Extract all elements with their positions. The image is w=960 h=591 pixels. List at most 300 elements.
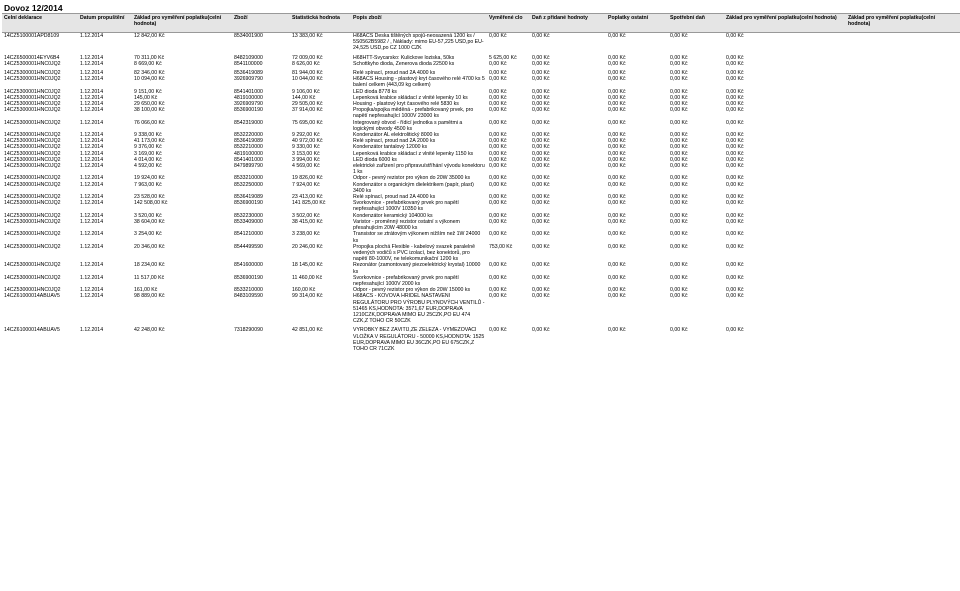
customs-value-cell: 4 014,00 Kč bbox=[134, 156, 162, 163]
declaration-cell: 14CZ5300001HNC0JQ2 bbox=[4, 94, 61, 101]
customs-value-cell: 9 376,00 Kč bbox=[134, 144, 162, 151]
declaration-cell: 14CZ5300001HNC0JQ2 bbox=[4, 60, 61, 67]
other-fees-cell: 0,00 Kč bbox=[608, 194, 626, 201]
goods-code-cell: 8533409000 bbox=[234, 218, 263, 225]
customs-value-cell: 10 094,00 Kč bbox=[134, 76, 165, 83]
duty-cell: 0,00 Kč bbox=[489, 150, 507, 157]
description-cell: Kondenzátor s organickým dielektrikem (papír, plast) 3400 ks bbox=[353, 181, 474, 194]
statistical-value-cell: 75 695,00 Kč bbox=[292, 119, 323, 126]
other-fees-cell: 0,00 Kč bbox=[608, 33, 626, 39]
excise-cell: 0,00 Kč bbox=[670, 243, 688, 250]
customs-value-cell: 3 169,00 Kč bbox=[134, 150, 162, 157]
vat-cell: 0,00 Kč bbox=[532, 274, 550, 281]
table-row bbox=[2, 219, 960, 231]
table-row bbox=[2, 293, 960, 327]
excise-cell: 0,00 Kč bbox=[670, 132, 688, 139]
table-row bbox=[2, 231, 960, 243]
base-value-cell: 0,00 Kč bbox=[726, 243, 744, 250]
import-table bbox=[2, 13, 960, 352]
customs-value-cell: 76 066,00 Kč bbox=[134, 119, 165, 126]
goods-code-cell: 8483109590 bbox=[234, 293, 263, 300]
header-cell: Vyměřené clo bbox=[487, 14, 530, 33]
customs-value-cell: 38 100,00 Kč bbox=[134, 107, 165, 114]
statistical-value-cell: 10 044,00 Kč bbox=[292, 76, 323, 83]
description-cell: Kondenzátor keramický 104000 ks bbox=[353, 212, 433, 219]
declaration-cell: 14CZ5300001HNC0JQ2 bbox=[4, 287, 61, 294]
release-date-cell: 1.12.2014 bbox=[80, 243, 104, 250]
statistical-value-cell: 9 292,00 Kč bbox=[292, 132, 320, 139]
excise-cell: 0,00 Kč bbox=[670, 76, 688, 83]
customs-value-cell: 9 338,00 Kč bbox=[134, 132, 162, 139]
duty-cell: 0,00 Kč bbox=[489, 138, 507, 145]
customs-value-cell: 38 604,00 Kč bbox=[134, 218, 165, 225]
excise-cell: 0,00 Kč bbox=[670, 119, 688, 126]
duty-cell: 0,00 Kč bbox=[489, 88, 507, 95]
header-cell: Základ pro vyměření poplatku(celní hodnota) bbox=[846, 14, 960, 33]
duty-cell: 5 625,00 Kč bbox=[489, 54, 517, 61]
excise-cell: 0,00 Kč bbox=[670, 88, 688, 95]
statistical-value-cell: 19 826,00 Kč bbox=[292, 175, 323, 182]
release-date-cell: 1.12.2014 bbox=[80, 327, 104, 334]
goods-code-cell: 8532250000 bbox=[234, 181, 263, 188]
customs-value-cell: 19 924,00 Kč bbox=[134, 175, 165, 182]
excise-cell: 0,00 Kč bbox=[670, 194, 688, 201]
excise-cell: 0,00 Kč bbox=[670, 218, 688, 225]
table-row bbox=[2, 182, 960, 194]
release-date-cell: 1.12.2014 bbox=[80, 218, 104, 225]
release-date-cell: 1.12.2014 bbox=[80, 101, 104, 108]
excise-cell: 0,00 Kč bbox=[670, 231, 688, 238]
goods-code-cell: 8482109000 bbox=[234, 54, 263, 61]
goods-code-cell: 8533210000 bbox=[234, 175, 263, 182]
base-value-cell: 0,00 Kč bbox=[726, 60, 744, 67]
base-value-cell: 0,00 Kč bbox=[726, 163, 744, 170]
vat-cell: 0,00 Kč bbox=[532, 156, 550, 163]
release-date-cell: 1.12.2014 bbox=[80, 194, 104, 201]
declaration-cell: 14CZ5300001HNC0JQ2 bbox=[4, 101, 61, 108]
customs-value-cell: 42 248,00 Kč bbox=[134, 327, 165, 334]
vat-cell: 0,00 Kč bbox=[532, 76, 550, 83]
customs-value-cell: 8 669,00 Kč bbox=[134, 60, 162, 67]
declaration-cell: 14CZ5300001HNC0JQ2 bbox=[4, 132, 61, 139]
base-value-cell-2 bbox=[846, 262, 960, 274]
other-fees-cell: 0,00 Kč bbox=[608, 107, 626, 114]
table-row bbox=[2, 262, 960, 274]
duty-cell: 0,00 Kč bbox=[489, 101, 507, 108]
declaration-cell: 14CZ5300001HNC0JQ2 bbox=[4, 119, 61, 126]
base-value-cell: 0,00 Kč bbox=[726, 212, 744, 219]
release-date-cell: 1.12.2014 bbox=[80, 94, 104, 101]
table-row bbox=[2, 76, 960, 88]
other-fees-cell: 0,00 Kč bbox=[608, 218, 626, 225]
vat-cell: 0,00 Kč bbox=[532, 94, 550, 101]
other-fees-cell: 0,00 Kč bbox=[608, 262, 626, 269]
statistical-value-cell: 13 383,00 Kč bbox=[292, 33, 323, 39]
header-cell: Spotřební daň bbox=[668, 14, 724, 33]
goods-code-cell: 8536900190 bbox=[234, 200, 263, 207]
page-title: Dovoz 12/2014 bbox=[4, 3, 63, 13]
statistical-value-cell: 72 009,00 Kč bbox=[292, 54, 323, 61]
release-date-cell: 1.12.2014 bbox=[80, 60, 104, 67]
duty-cell: 0,00 Kč bbox=[489, 175, 507, 182]
release-date-cell: 1.12.2014 bbox=[80, 163, 104, 170]
declaration-cell: 14CZ5300001HNC0JQ2 bbox=[4, 70, 61, 77]
base-value-cell-2 bbox=[846, 327, 960, 352]
declaration-cell: 14CZ5300001HNC0JQ2 bbox=[4, 200, 61, 207]
base-value-cell: 0,00 Kč bbox=[726, 132, 744, 139]
release-date-cell: 1.12.2014 bbox=[80, 107, 104, 114]
goods-code-cell: 8533210000 bbox=[234, 287, 263, 294]
description-cell: LED dioda 8778 ks bbox=[353, 88, 397, 95]
vat-cell: 0,00 Kč bbox=[532, 287, 550, 294]
customs-value-cell: 70 311,00 Kč bbox=[134, 54, 165, 61]
description-cell: Relé spínací, proud nad 2A 4000 ks bbox=[353, 70, 436, 77]
other-fees-cell: 0,00 Kč bbox=[608, 156, 626, 163]
declaration-cell: 14CZ5300001HNC0JQ2 bbox=[4, 88, 61, 95]
description-cell: Odpor - pevný rezistor pro výkon do 20W 15000 ks bbox=[353, 287, 471, 294]
customs-value-cell: 12 842,00 Kč bbox=[134, 33, 165, 39]
description-cell: Rezonátor (zamontovaný piezoelektrický krystal) 10000 ks bbox=[353, 262, 481, 275]
other-fees-cell: 0,00 Kč bbox=[608, 175, 626, 182]
goods-code-cell: 8532230000 bbox=[234, 212, 263, 219]
declaration-cell: 14CZ5300001HNC0JQ2 bbox=[4, 262, 61, 269]
vat-cell: 0,00 Kč bbox=[532, 107, 550, 114]
vat-cell: 0,00 Kč bbox=[532, 101, 550, 108]
duty-cell: 0,00 Kč bbox=[489, 181, 507, 188]
declaration-cell: 14CZ5100001APD8109 bbox=[4, 33, 60, 39]
statistical-value-cell: 7 924,00 Kč bbox=[292, 181, 320, 188]
declaration-cell: 14CZ5300001HNC0JQ2 bbox=[4, 274, 61, 281]
base-value-cell-2 bbox=[846, 275, 960, 287]
base-value-cell: 0,00 Kč bbox=[726, 293, 744, 300]
other-fees-cell: 0,00 Kč bbox=[608, 287, 626, 294]
goods-code-cell: 8541401000 bbox=[234, 156, 263, 163]
customs-value-cell: 9 151,00 Kč bbox=[134, 88, 162, 95]
other-fees-cell: 0,00 Kč bbox=[608, 212, 626, 219]
release-date-cell: 1.12.2014 bbox=[80, 54, 104, 61]
vat-cell: 0,00 Kč bbox=[532, 33, 550, 39]
goods-code-cell: 8532210000 bbox=[234, 144, 263, 151]
customs-value-cell: 7 963,00 Kč bbox=[134, 181, 162, 188]
declaration-cell: 14CZ5300001HNC0JQ2 bbox=[4, 144, 61, 151]
base-value-cell-2 bbox=[846, 219, 960, 231]
description-cell: Relé spínací, proud nad 2A 4000 ks bbox=[353, 194, 436, 201]
table-row bbox=[2, 200, 960, 212]
duty-cell: 0,00 Kč bbox=[489, 200, 507, 207]
base-value-cell-2 bbox=[846, 244, 960, 263]
other-fees-cell: 0,00 Kč bbox=[608, 144, 626, 151]
other-fees-cell: 0,00 Kč bbox=[608, 163, 626, 170]
duty-cell: 0,00 Kč bbox=[489, 218, 507, 225]
duty-cell: 0,00 Kč bbox=[489, 119, 507, 126]
goods-code-cell: 8544499590 bbox=[234, 243, 263, 250]
vat-cell: 0,00 Kč bbox=[532, 212, 550, 219]
header-cell: Zboží bbox=[232, 14, 290, 33]
release-date-cell: 1.12.2014 bbox=[80, 231, 104, 238]
statistical-value-cell: 99 314,00 Kč bbox=[292, 293, 323, 300]
description-cell: elektrické zařízení pro připravu/stříhání vývodu konektoru 1 ks bbox=[353, 163, 485, 176]
base-value-cell: 0,00 Kč bbox=[726, 181, 744, 188]
header-cell: Daň z přidané hodnoty bbox=[530, 14, 606, 33]
goods-code-cell: 8479899790 bbox=[234, 163, 263, 170]
vat-cell: 0,00 Kč bbox=[532, 327, 550, 334]
customs-value-cell: 3 254,00 Kč bbox=[134, 231, 162, 238]
excise-cell: 0,00 Kč bbox=[670, 175, 688, 182]
base-value-cell: 0,00 Kč bbox=[726, 76, 744, 83]
other-fees-cell: 0,00 Kč bbox=[608, 94, 626, 101]
table-row bbox=[2, 244, 960, 263]
base-value-cell: 0,00 Kč bbox=[726, 101, 744, 108]
duty-cell: 0,00 Kč bbox=[489, 163, 507, 170]
other-fees-cell: 0,00 Kč bbox=[608, 138, 626, 145]
description-cell: VÝROBKY BEZ ZÁVITŮ,ZE ŽELEZA - VYMEZOVACÍ VLOŽKA V REGULÁTORU - 50000 KS,HODNOTA: 1525 EUR,DOPRAVA MIMO EU 36CZK,PO EU 675CZK,Z TOHO CR 71CZK bbox=[353, 327, 485, 352]
statistical-value-cell: 18 145,00 Kč bbox=[292, 262, 323, 269]
base-value-cell-2 bbox=[846, 200, 960, 212]
release-date-cell: 1.12.2014 bbox=[80, 181, 104, 188]
table-row bbox=[2, 163, 960, 175]
statistical-value-cell: 37 914,00 Kč bbox=[292, 107, 323, 114]
vat-cell: 0,00 Kč bbox=[532, 150, 550, 157]
base-value-cell: 0,00 Kč bbox=[726, 54, 744, 61]
duty-cell: 0,00 Kč bbox=[489, 94, 507, 101]
base-value-cell: 0,00 Kč bbox=[726, 156, 744, 163]
statistical-value-cell: 81 944,00 Kč bbox=[292, 70, 323, 77]
other-fees-cell: 0,00 Kč bbox=[608, 76, 626, 83]
customs-value-cell: 20 346,00 Kč bbox=[134, 243, 165, 250]
description-cell: H68ACS - KOVOVÁ HŘÍDEL NASTAVENÍ REGULÁTORU PRO VÝROBU PLYNOVÝCH VENTILŮ - 51465 KS,HODNOTA: 3571,67 EUR,DOPRAVA 1210CZK,DOPRAVA MIMO EU 25CZK,PO EU 474 CZK,Z TOHO CR 50CZK bbox=[353, 293, 485, 325]
base-value-cell: 0,00 Kč bbox=[726, 262, 744, 269]
excise-cell: 0,00 Kč bbox=[670, 54, 688, 61]
header-cell: Poplatky ostatní bbox=[606, 14, 668, 33]
other-fees-cell: 0,00 Kč bbox=[608, 54, 626, 61]
statistical-value-cell: 160,00 Kč bbox=[292, 287, 316, 294]
duty-cell: 0,00 Kč bbox=[489, 60, 507, 67]
base-value-cell: 0,00 Kč bbox=[726, 150, 744, 157]
customs-value-cell: 98 889,00 Kč bbox=[134, 293, 165, 300]
base-value-cell-2 bbox=[846, 163, 960, 175]
description-cell: H68HTT-Švycarsko: Kulickove loziska, 50ks bbox=[353, 54, 455, 61]
description-cell: Lepenková krabice skládací z vlnité lepenky 10 ks bbox=[353, 94, 468, 101]
other-fees-cell: 0,00 Kč bbox=[608, 293, 626, 300]
declaration-cell: 14CZ61000014ABUAV5 bbox=[4, 327, 60, 334]
statistical-value-cell: 3 994,00 Kč bbox=[292, 156, 320, 163]
vat-cell: 0,00 Kč bbox=[532, 218, 550, 225]
excise-cell: 0,00 Kč bbox=[670, 107, 688, 114]
duty-cell: 753,00 Kč bbox=[489, 243, 513, 250]
goods-code-cell: 8542319000 bbox=[234, 119, 263, 126]
goods-code-cell: 8536900190 bbox=[234, 274, 263, 281]
duty-cell: 0,00 Kč bbox=[489, 144, 507, 151]
vat-cell: 0,00 Kč bbox=[532, 243, 550, 250]
declaration-cell: 14CZ5300001HNC0JQ2 bbox=[4, 212, 61, 219]
declaration-cell: 14CZ5300001HNC0JQ2 bbox=[4, 138, 61, 145]
goods-code-cell: 4819100000 bbox=[234, 94, 263, 101]
description-cell: Relé spínací, proud nad 2A 2000 ks bbox=[353, 138, 436, 145]
excise-cell: 0,00 Kč bbox=[670, 262, 688, 269]
excise-cell: 0,00 Kč bbox=[670, 163, 688, 170]
base-value-cell: 0,00 Kč bbox=[726, 287, 744, 294]
description-cell: H68ACS Housing - plastový kryt časového relé 4700 ks 5 balení celkem (443,09 kg celkem) bbox=[353, 76, 485, 89]
duty-cell: 0,00 Kč bbox=[489, 132, 507, 139]
table-row bbox=[2, 327, 960, 352]
customs-value-cell: 142 508,00 Kč bbox=[134, 200, 168, 207]
header-cell: Základ pro vyměření poplatku(celní hodnota) bbox=[132, 14, 232, 33]
excise-cell: 0,00 Kč bbox=[670, 150, 688, 157]
other-fees-cell: 0,00 Kč bbox=[608, 231, 626, 238]
excise-cell: 0,00 Kč bbox=[670, 70, 688, 77]
duty-cell: 0,00 Kč bbox=[489, 287, 507, 294]
excise-cell: 0,00 Kč bbox=[670, 327, 688, 334]
duty-cell: 0,00 Kč bbox=[489, 293, 507, 300]
other-fees-cell: 0,00 Kč bbox=[608, 70, 626, 77]
header-cell: Datum propuštění bbox=[78, 14, 132, 33]
excise-cell: 0,00 Kč bbox=[670, 144, 688, 151]
declaration-cell: 14CZ5300001HNC0JQ2 bbox=[4, 107, 61, 114]
vat-cell: 0,00 Kč bbox=[532, 144, 550, 151]
description-cell: H68ACS Deska tištěných spojů-neosazená 1200 ks / 5S0562B5982 / , Náklady: mimo EU-57,225 USD,po EU- 24,525 USD,po CZ 1000 CZK bbox=[353, 33, 484, 52]
other-fees-cell: 0,00 Kč bbox=[608, 150, 626, 157]
release-date-cell: 1.12.2014 bbox=[80, 144, 104, 151]
excise-cell: 0,00 Kč bbox=[670, 101, 688, 108]
vat-cell: 0,00 Kč bbox=[532, 119, 550, 126]
header-cell: Statistická hodnota bbox=[290, 14, 351, 33]
table-row bbox=[2, 120, 960, 132]
customs-value-cell: 23 528,00 Kč bbox=[134, 194, 165, 201]
statistical-value-cell: 3 153,00 Kč bbox=[292, 150, 320, 157]
excise-cell: 0,00 Kč bbox=[670, 274, 688, 281]
release-date-cell: 1.12.2014 bbox=[80, 156, 104, 163]
declaration-cell: 14CZ65000014EYV6B4 bbox=[4, 54, 60, 61]
goods-code-cell: 8541210000 bbox=[234, 231, 263, 238]
customs-value-cell: 18 234,00 Kč bbox=[134, 262, 165, 269]
excise-cell: 0,00 Kč bbox=[670, 181, 688, 188]
base-value-cell-2 bbox=[846, 182, 960, 194]
base-value-cell: 0,00 Kč bbox=[726, 119, 744, 126]
declaration-cell: 14CZ5300001HNC0JQ2 bbox=[4, 243, 61, 250]
release-date-cell: 1.12.2014 bbox=[80, 76, 104, 83]
base-value-cell-2 bbox=[846, 107, 960, 119]
declaration-cell: 14CZ5300001HNC0JQ2 bbox=[4, 150, 61, 157]
goods-code-cell: 8541600000 bbox=[234, 262, 263, 269]
other-fees-cell: 0,00 Kč bbox=[608, 88, 626, 95]
vat-cell: 0,00 Kč bbox=[532, 138, 550, 145]
declaration-cell: 14CZ5300001HNC0JQ2 bbox=[4, 156, 61, 163]
vat-cell: 0,00 Kč bbox=[532, 293, 550, 300]
excise-cell: 0,00 Kč bbox=[670, 60, 688, 67]
vat-cell: 0,00 Kč bbox=[532, 88, 550, 95]
goods-code-cell: 3926909790 bbox=[234, 101, 263, 108]
vat-cell: 0,00 Kč bbox=[532, 194, 550, 201]
other-fees-cell: 0,00 Kč bbox=[608, 200, 626, 207]
release-date-cell: 1.12.2014 bbox=[80, 262, 104, 269]
duty-cell: 0,00 Kč bbox=[489, 231, 507, 238]
base-value-cell-2 bbox=[846, 76, 960, 88]
customs-value-cell: 82 346,00 Kč bbox=[134, 70, 165, 77]
release-date-cell: 1.12.2014 bbox=[80, 70, 104, 77]
declaration-cell: 14CZ5300001HNC0JQ2 bbox=[4, 175, 61, 182]
goods-code-cell: 3926909790 bbox=[234, 76, 263, 83]
statistical-value-cell: 8 626,00 Kč bbox=[292, 60, 320, 67]
header-row bbox=[2, 14, 960, 33]
release-date-cell: 1.12.2014 bbox=[80, 274, 104, 281]
base-value-cell-2 bbox=[846, 33, 960, 55]
description-cell: Kondenzátor AL elektrolitický 8000 ks bbox=[353, 132, 440, 139]
customs-value-cell: 29 650,00 Kč bbox=[134, 101, 165, 108]
base-value-cell: 0,00 Kč bbox=[726, 175, 744, 182]
description-cell: LED dioda 6000 ks bbox=[353, 156, 397, 163]
base-value-cell-2 bbox=[846, 120, 960, 132]
duty-cell: 0,00 Kč bbox=[489, 156, 507, 163]
table-row bbox=[2, 275, 960, 287]
excise-cell: 0,00 Kč bbox=[670, 138, 688, 145]
description-cell: Lepenková krabice skládací z vlnité lepenky 1150 ks bbox=[353, 150, 474, 157]
declaration-cell: 14CZ5300001HNC0JQ2 bbox=[4, 181, 61, 188]
description-cell: Odpor - pevný rezistor pro výkon do 20W 35000 ks bbox=[353, 175, 471, 182]
release-date-cell: 1.12.2014 bbox=[80, 119, 104, 126]
base-value-cell: 0,00 Kč bbox=[726, 274, 744, 281]
base-value-cell: 0,00 Kč bbox=[726, 138, 744, 145]
base-value-cell: 0,00 Kč bbox=[726, 94, 744, 101]
release-date-cell: 1.12.2014 bbox=[80, 138, 104, 145]
goods-code-cell: 8536900190 bbox=[234, 107, 263, 114]
vat-cell: 0,00 Kč bbox=[532, 200, 550, 207]
goods-code-cell: 8541100000 bbox=[234, 60, 263, 67]
goods-code-cell: 8536419089 bbox=[234, 70, 263, 77]
description-cell: Svorkovnice - prefabrikovaný prvek pro napětí nepřesahující 1000V 10350 ks bbox=[353, 200, 459, 213]
description-cell: Svorkovnice - prefabrikovaný prvek pro napětí nepřesahující 1000V 2000 ks bbox=[353, 274, 459, 287]
statistical-value-cell: 11 460,00 Kč bbox=[292, 274, 323, 281]
customs-value-cell: 3 520,00 Kč bbox=[134, 212, 162, 219]
base-value-cell: 0,00 Kč bbox=[726, 144, 744, 151]
base-value-cell: 0,00 Kč bbox=[726, 231, 744, 238]
description-cell: Schottkyho dioda, Zenerova dioda 22500 ks bbox=[353, 60, 455, 67]
vat-cell: 0,00 Kč bbox=[532, 231, 550, 238]
base-value-cell: 0,00 Kč bbox=[726, 33, 744, 39]
base-value-cell-2 bbox=[846, 231, 960, 243]
other-fees-cell: 0,00 Kč bbox=[608, 327, 626, 334]
duty-cell: 0,00 Kč bbox=[489, 70, 507, 77]
goods-code-cell: 8541401000 bbox=[234, 88, 263, 95]
excise-cell: 0,00 Kč bbox=[670, 293, 688, 300]
release-date-cell: 1.12.2014 bbox=[80, 88, 104, 95]
duty-cell: 0,00 Kč bbox=[489, 194, 507, 201]
customs-value-cell: 161,00 Kč bbox=[134, 287, 158, 294]
statistical-value-cell: 3 502,00 Kč bbox=[292, 212, 320, 219]
vat-cell: 0,00 Kč bbox=[532, 163, 550, 170]
release-date-cell: 1.12.2014 bbox=[80, 287, 104, 294]
customs-value-cell: 4 592,00 Kč bbox=[134, 163, 162, 170]
vat-cell: 0,00 Kč bbox=[532, 60, 550, 67]
statistical-value-cell: 23 413,00 Kč bbox=[292, 194, 323, 201]
statistical-value-cell: 9 106,00 Kč bbox=[292, 88, 320, 95]
goods-code-cell: 8532220000 bbox=[234, 132, 263, 139]
excise-cell: 0,00 Kč bbox=[670, 200, 688, 207]
vat-cell: 0,00 Kč bbox=[532, 181, 550, 188]
release-date-cell: 1.12.2014 bbox=[80, 200, 104, 207]
base-value-cell: 0,00 Kč bbox=[726, 88, 744, 95]
statistical-value-cell: 9 330,00 Kč bbox=[292, 144, 320, 151]
statistical-value-cell: 40 972,00 Kč bbox=[292, 138, 323, 145]
vat-cell: 0,00 Kč bbox=[532, 262, 550, 269]
goods-code-cell: 8536419089 bbox=[234, 194, 263, 201]
duty-cell: 0,00 Kč bbox=[489, 33, 507, 39]
excise-cell: 0,00 Kč bbox=[670, 33, 688, 39]
other-fees-cell: 0,00 Kč bbox=[608, 243, 626, 250]
statistical-value-cell: 29 505,00 Kč bbox=[292, 101, 323, 108]
release-date-cell: 1.12.2014 bbox=[80, 150, 104, 157]
other-fees-cell: 0,00 Kč bbox=[608, 101, 626, 108]
excise-cell: 0,00 Kč bbox=[670, 287, 688, 294]
